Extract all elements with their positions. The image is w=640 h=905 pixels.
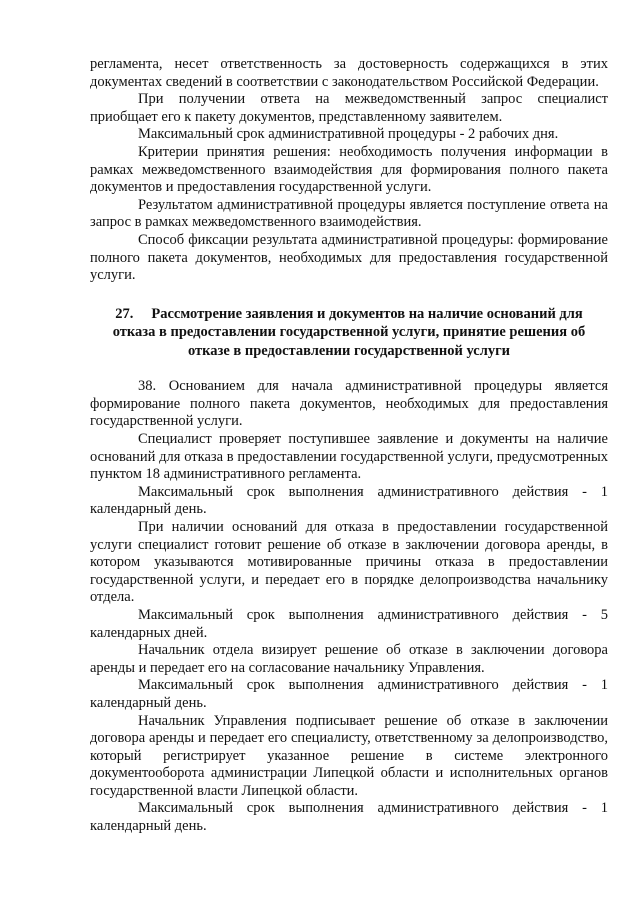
section-title: Рассмотрение заявления и документов на наличие оснований для отказа в предоставлении государственной услуги, принятие решения об отказе в предоставлении государственной услуги	[112, 305, 586, 359]
body-paragraph-4: При наличии оснований для отказа в предоставлении государственной услуги специалист готовит решение об отказе в заключении договора аренды, в котором указываются мотивированные причины отказа в предоставлении государственной услуги, и передает его в порядке делопроизводства начальнику отдела.	[90, 518, 608, 606]
body-paragraph-3: Максимальный срок выполнения административного действия - 1 календарный день.	[90, 483, 608, 518]
intro-paragraph-2: При получении ответа на межведомственный запрос специалист приобщает его к пакету документов, представленному заявителем.	[90, 91, 608, 125]
section-number: 27.	[115, 305, 134, 322]
intro-paragraph-3: Максимальный срок административной процедуры - 2 рабочих дня.	[138, 126, 559, 143]
intro-paragraph-5: Результатом административной процедуры является поступление ответа на запрос в рамках межведомственного взаимодействия.	[90, 196, 608, 231]
body-paragraph-7: Максимальный срок выполнения административного действия - 1 календарный день.	[90, 677, 608, 711]
intro-paragraph-4: Критерии принятия решения: необходимость получения информации в рамках межведомственного взаимодействия для формирования полного пакета документов и предоставления государственной услуги.	[90, 143, 608, 196]
section-heading	[90, 305, 608, 361]
body-paragraph-2: Специалист проверяет поступившее заявление и документы на наличие оснований для отказа в предоставлении государственной услуги, предусмотренных пунктом 18 административного регламента.	[90, 431, 608, 483]
body-paragraph-5: Максимальный срок выполнения административного действия - 5 календарных дней.	[90, 606, 608, 641]
body-paragraph-9: Максимальный срок выполнения административного действия - 1 календарный день.	[90, 800, 608, 835]
body-paragraph-1: 38. Основанием для начала административной процедуры является формирование полного пакета документов, необходимых для предоставления государственной услуги.	[90, 378, 608, 430]
body-paragraph-6: Начальник отдела визирует решение об отказе в заключении договора аренды и передает его на согласование начальнику Управления.	[90, 642, 608, 676]
intro-paragraph-1: регламента, несет ответственность за достоверность содержащихся в этих документах сведений в соответствии с законодательством Российской Федерации.	[90, 56, 608, 90]
intro-paragraph-6: Способ фиксации результата административной процедуры: формирование полного пакета документов, необходимых для предоставления государственной услуги.	[90, 231, 608, 284]
body-paragraph-8: Начальник Управления подписывает решение об отказе в заключении договора аренды и передает его специалисту, ответственному за делопроизводство, который регистрирует указанное решение в системе электронного документооборота администрации Липецкой области и исполнительных органов государственной власти Липецкой области.	[90, 712, 608, 799]
